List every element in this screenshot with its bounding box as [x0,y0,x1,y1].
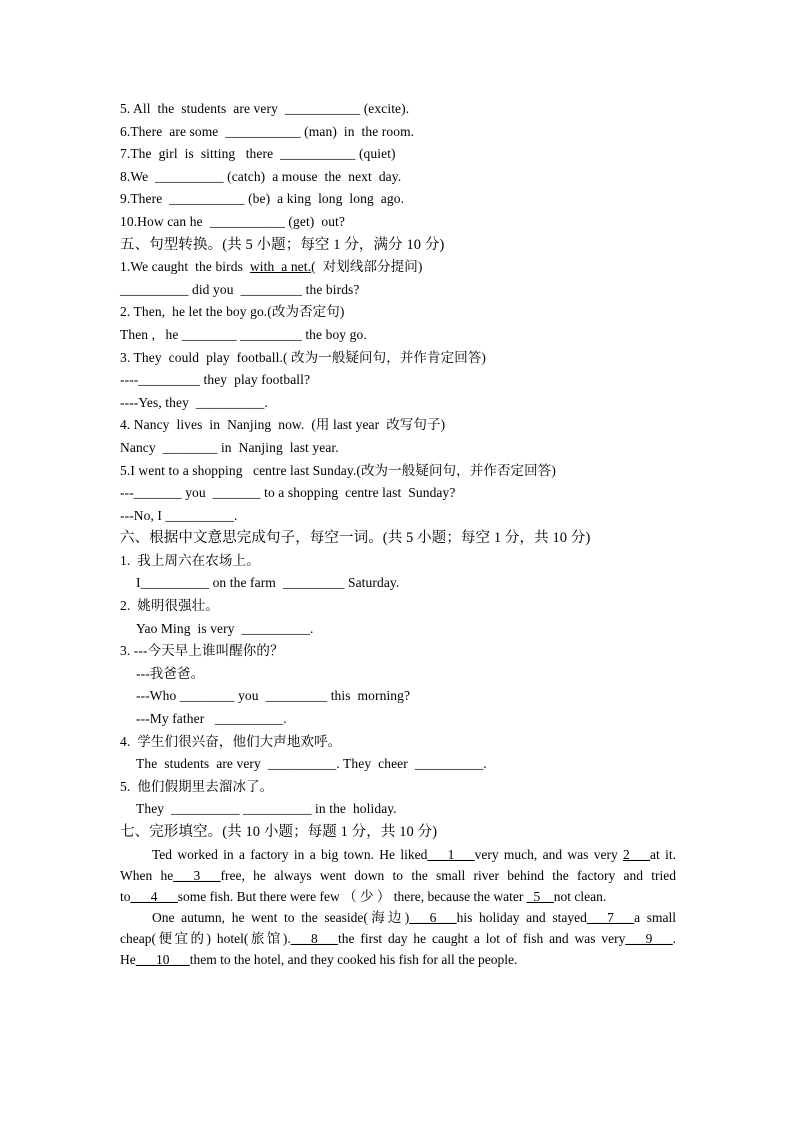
part5-q2: 2. Then, he let the boy go.(改为否定句) [120,304,345,320]
cloze-blank-3: ___3___ [173,867,221,883]
part5-q1-suffix: ( 对划线部分提问) [311,259,423,275]
cloze-text: . He [120,930,677,967]
part6-q4-english: The students are very __________. They cheer __________. [136,756,487,772]
part6-q3-chinese-reply: ---我爸爸。 [136,665,205,681]
part6-q3-english-2: ---My father __________. [136,711,287,727]
cloze-blank-4: ___4___ [130,888,178,904]
part5-q2-answer: Then , he ________ _________ the boy go. [120,326,367,342]
cloze-blank-9: ___9___ [625,930,673,946]
cloze-text: very much, and was very [474,846,624,862]
part5-q3-answer-1: ----_________ they play football? [120,372,311,388]
cloze-text: free, he always went down to the small river behind the factory and tried to [120,867,676,904]
part4-item-7: 7.The girl is sitting there ___________ (quiet) [120,146,396,162]
part5-q3: 3. They could play football.( 改为一般疑问句，并作肯定回答) [120,349,487,365]
part4-item-9: 9.There ___________ (be) a king long long ago. [120,191,405,207]
cloze-paragraph-1 [120,844,676,907]
cloze-blank-1: ___1___ [427,846,475,862]
cloze-text: not clean. [553,888,607,904]
part5-q4: 4. Nancy lives in Nanjing now. (用 last year 改写句子) [120,417,446,433]
cloze-passage [120,844,676,970]
cloze-text: Ted worked in a factory in a big town. He liked [152,846,428,862]
part6-q1-chinese: 1. 我上周六在农场上。 [120,552,260,568]
part5-section [120,234,676,528]
worksheet-page [120,98,676,970]
cloze-text: at it. When he [120,846,676,883]
cloze-text: them to the hotel, and they cooked his fish for all the people. [189,951,518,967]
cloze-paragraph-2 [120,907,676,970]
cloze-text: some fish. But there were few （ 少 ） there, because the water [177,888,527,904]
part6-q2-chinese: 2. 姚明很强壮。 [120,598,219,614]
part5-q3-answer-2: ----Yes, they __________. [120,394,268,410]
part6-heading: 六、根据中文意思完成句子，每空一词。(共 5 小题；每空 1 分，共 10 分) [120,530,591,547]
part5-q5-answer-1: ---_______ you _______ to a shopping centre last Sunday? [120,485,456,501]
part4-item-5: 5. All the students are very ___________ (excite). [120,101,410,116]
cloze-blank-7: ___7___ [586,909,635,925]
cloze-blank-5: _5__ [526,888,554,904]
part6-q1-english: I__________ on the farm _________ Saturday. [136,575,400,591]
part6-section [120,527,676,821]
part6-q2-english: Yao Ming is very __________. [136,620,314,636]
part5-q1-prefix: 1.We caught the birds [120,259,250,275]
part6-q3-chinese: 3. ---今天早上谁叫醒你的？ [120,643,284,659]
part6-q5-chinese: 5. 他们假期里去溜冰了。 [120,778,274,794]
cloze-text: One autumn, he went to the seaside(海边) [152,909,410,925]
part4-item-8: 8.We __________ (catch) a mouse the next day. [120,168,402,184]
part4-item-6: 6.There are some ___________ (man) in the room. [120,123,415,139]
part5-heading: 五、句型转换。(共 5 小题；每空 1 分，满分 10 分) [120,236,445,253]
cloze-text: a small cheap(便宜的) hotel(旅馆). [120,909,676,946]
cloze-blank-2: 2___ [623,846,651,862]
part6-q3-english-1: ---Who ________ you _________ this morning? [136,688,411,704]
cloze-blank-8: ___8___ [290,930,339,946]
cloze-text: the first day he caught a lot of fish and was very [338,930,626,946]
part5-q1-underlined: with a net. [249,259,312,275]
cloze-blank-6: ___6___ [409,909,457,925]
part6-q5-english: They __________ __________ in the holiday. [136,801,397,817]
part5-q1-answer: __________ did you _________ the birds? [120,281,360,297]
part5-q5-answer-2: ---No, I __________. [120,507,238,523]
cloze-text: his holiday and stayed [456,909,587,925]
part7-section [120,821,676,970]
part6-q4-chinese: 4. 学生们很兴奋，他们大声地欢呼。 [120,733,342,749]
part7-heading: 七、完形填空。(共 10 小题；每题 1 分，共 10 分) [120,824,438,840]
cloze-blank-10: ___10___ [135,951,190,967]
part4-item-10: 10.How can he ___________ (get) out? [120,213,346,229]
part5-q1 [120,256,676,279]
part4-section [120,98,676,234]
part5-q5: 5.I went to a shopping centre last Sunday.(改为一般疑问句，并作否定回答) [120,462,556,478]
part5-q4-answer: Nancy ________ in Nanjing last year. [120,439,339,455]
